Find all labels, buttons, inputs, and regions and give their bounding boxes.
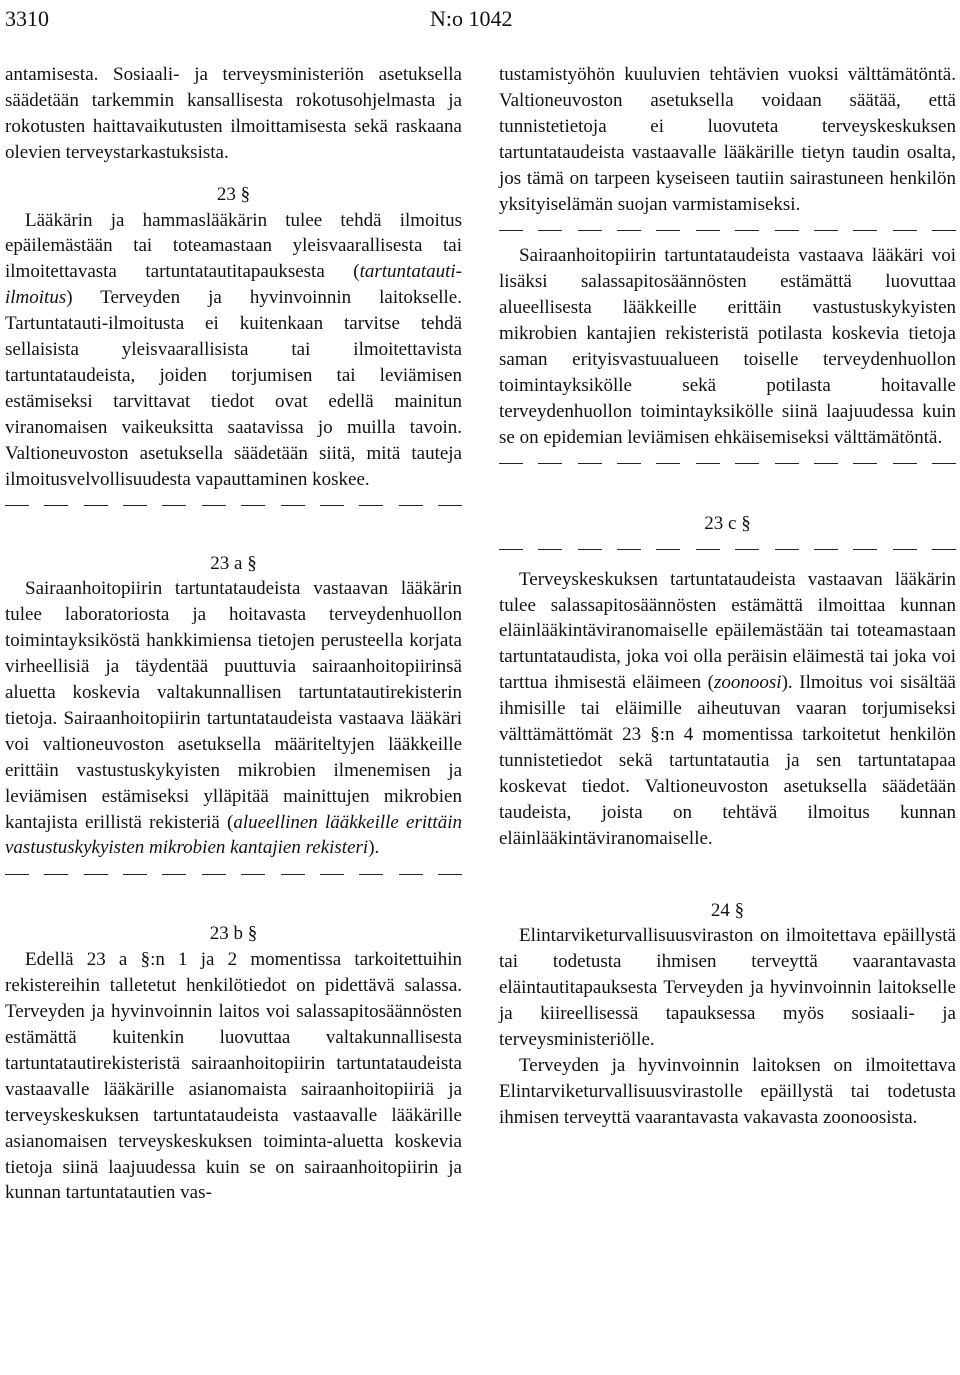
section-23a-text-b: ). <box>368 837 380 859</box>
section-23c-text-b: ). Ilmoitus voi sisältää ihmisille tai eläimille aiheutuvan vaaran torjumiseksi välttämättömät 23 §:n 4 momentissa tarkoitetut henkilön tunnistetiedot sekä tartuntatautia ja sen tartuntatapaa koskevat tiedot. Valtioneuvoston asetuksella säädetään taudeista, joista on tehtävä ilmoitus kunnan eläinlääkintäviranomaiselle. <box>499 672 956 849</box>
section-23c-italic: zoonoosi <box>714 672 782 694</box>
section-23a-heading: 23 a § <box>210 552 257 574</box>
omission-dashes <box>5 493 462 519</box>
section-23c-text-a: Terveyskeskuksen tartuntataudeista vastaavan lääkärin tulee salassapitosäännösten estämättä ilmoittaa kunnan eläinlääkintäviranomaiselle epäilemästään tai toteamastaan tartuntataudista, joka voi olla peräisin eläimestä tai joka voi tarttua ihmisestä eläimeen ( <box>499 568 956 694</box>
left-column <box>5 62 462 1206</box>
omission-dashes <box>499 451 956 477</box>
section-23c-heading: 23 c § <box>704 512 751 534</box>
section-24-text-1: Elintarviketurvallisuusviraston on ilmoitettava epäillystä tai todetusta ihmisen terveyttä vaarantavasta eläintautitapauksesta Terveyden ja hyvinvoinnin laitokselle ja kiireellisessä tapauksessa myös sosiaali- ja terveysministeriölle. <box>499 925 956 1051</box>
section-23-text-b: ) Terveyden ja hyvinvoinnin laitokselle. Tartuntatauti-ilmoitusta ei kuitenkaan tarvitse tehdä sellaisista yleisvaarallisista tai ilmoitettavista tartuntataudeista, joiden torjumisen tai leviämisen estämiseksi tarvittavat tiedot ovat edellä mainitun viranomaisen vaikeuksitta saatavissa jo muilla tavoin. Valtioneuvoston asetuksella säädetään siitä, mitä tauteja ilmoitusvelvollisuudesta vapauttaminen koskee. <box>5 287 462 490</box>
section-23b-text: Edellä 23 a §:n 1 ja 2 momentissa tarkoitettuihin rekistereihin talletetut henkilötiedot on pidettävä salassa. Terveyden ja hyvinvoinnin laitos voi salassapitosäännösten estämättä kuitenkin luovuttaa valtakunnallisesta tartuntatautirekisteristä sairaanhoitopiirin tartuntataudeista vastaavalle lääkärille asianomaista sairaanhoitopiiriä ja terveyskeskuksen tartuntataudeista vastaavalle lääkärille asianomaisen terveyskeskuksen toiminta-aluetta koskevia tietoja siinä laajuudessa kuin se on sairaanhoitopiirin ja kunnan tartuntatautien vas- <box>5 949 462 1204</box>
paragraph-sairaanhoitopiiri: Sairaanhoitopiirin tartuntataudeista vastaava lääkäri voi lisäksi salassapitosäännösten estämättä luovuttaa alueellisesta lääkkeille erittäin vastustuskykyisten mikrobien kantajien rekisteristä potilasta koskevia tietoja saman erityisvastuualueen toiselle terveydenhuollon toimintayksikölle sekä potilasta hoitavalle terveydenhuollon toimintayksikölle siinä laajuudessa kuin se on epidemian leviämisen ehkäisemiseksi välttämätöntä. <box>499 245 956 448</box>
section-23-italic: tartuntatauti-ilmoitus <box>5 261 462 309</box>
issue-number: N:o 1042 <box>430 6 513 31</box>
paragraph-intro: antamisesta. Sosiaali- ja terveysministeriön asetuksella säädetään tarkemmin kansallisesta rokotusohjelmasta ja rokotusten haittavaikutusten ilmoittamisesta sekä raskaana olevien terveystarkastuksista. <box>5 64 462 163</box>
omission-dashes <box>499 217 956 243</box>
section-23-text <box>5 208 462 493</box>
omission-dashes <box>5 861 462 887</box>
section-23a-text-a: Sairaanhoitopiirin tartuntataudeista vastaavan lääkärin tulee laboratoriosta ja hoitavasta terveydenhuollon toimintayksiköstä hankkimiensa tietojen perusteella korjata virheellisiä ja täydentää puuttuvia sairaanhoitopiirinsä aluetta koskevia valtakunnallisen tartuntatautirekisterin tietoja. Sairaanhoitopiirin tartuntataudeista vastaava lääkäri voi valtioneuvoston asetuksella määriteltyjen lääkkeille erittäin vastustuskykyisten mikrobien ilmenemisen ja leviämisen estämiseksi ylläpitää mainittujen mikrobien kantajista erillistä rekisteriä ( <box>5 578 462 833</box>
right-column <box>499 62 956 1131</box>
section-23c-text <box>499 567 956 852</box>
section-24-heading: 24 § <box>710 899 745 921</box>
page-header <box>0 6 960 36</box>
omission-dashes <box>499 537 956 563</box>
section-23b-heading: 23 b § <box>209 923 258 945</box>
section-23a-italic: alueellinen lääkkeille erittäin vastustuskykyisten mikrobien kantajien rekisteri <box>5 811 462 859</box>
section-23-heading: 23 § <box>216 183 251 205</box>
section-23a-text <box>5 576 462 861</box>
section-24-text-2: Terveyden ja hyvinvoinnin laitoksen on ilmoitettava Elintarviketurvallisuusvirastolle epäillystä tai todetusta ihmisen terveyttä vaarantavasta vakavasta zoonoosista. <box>499 1055 956 1128</box>
page-number: 3310 <box>5 6 49 31</box>
paragraph-continued: tustamistyöhön kuuluvien tehtävien vuoksi välttämätöntä. Valtioneuvoston asetuksella voidaan säätää, että tunnistetietoja ei luovuteta terveyskeskuksen tartuntataudeista vastaavalle lääkärille tietyn taudin osalta, jos tämä on tarpeen kyseiseen tautiin sairastuneen henkilön yksityiselämän suojan varmistamiseksi. <box>499 64 956 215</box>
section-23-text-a: Lääkärin ja hammaslääkärin tulee tehdä ilmoitus epäilemästään tai toteamastaan yleisvaarallisesta tai ilmoitettavasta tartuntatautitapauksesta ( <box>5 209 462 283</box>
